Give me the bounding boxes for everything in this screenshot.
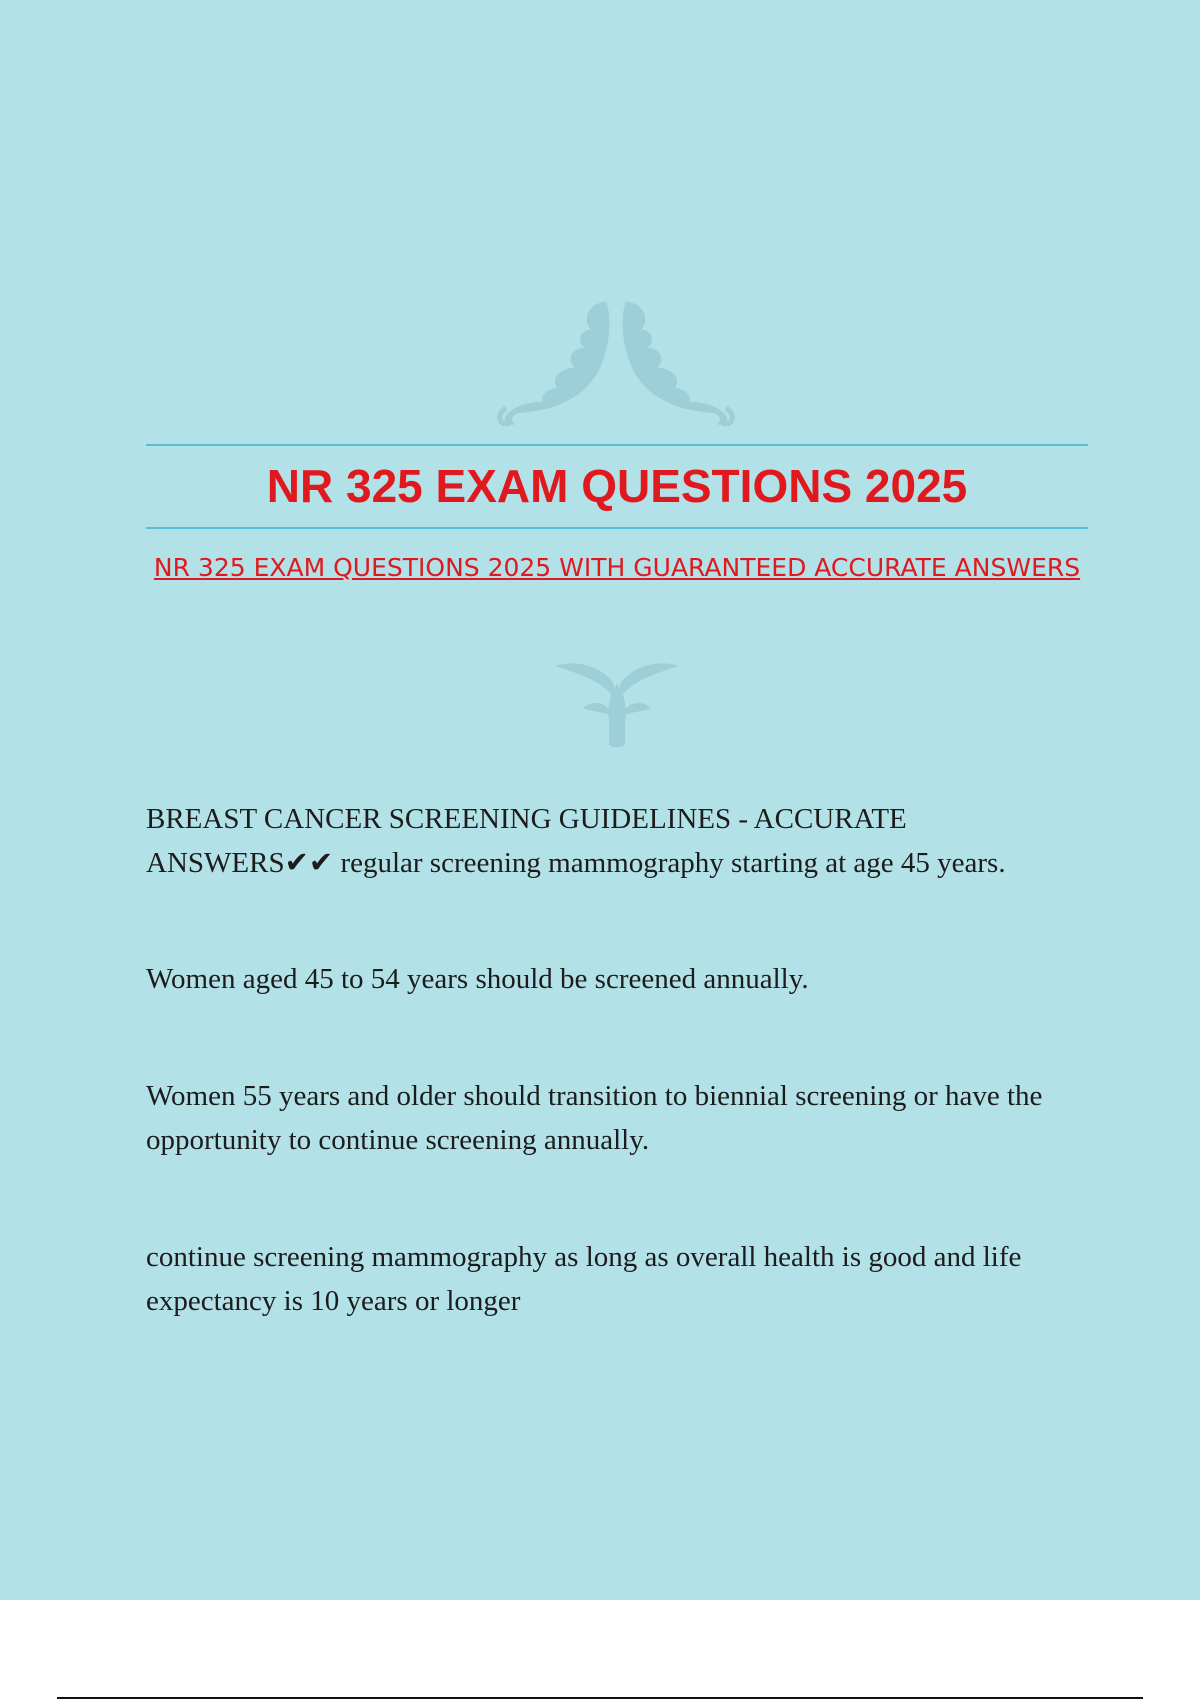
- title-bottom-rule: [146, 527, 1088, 529]
- document-body: [146, 797, 1096, 1323]
- paragraph-annual-screening: Women aged 45 to 54 years should be screened annually.: [146, 963, 809, 995]
- floral-flourish-icon: [496, 296, 736, 426]
- leaf-flourish-icon: [553, 660, 681, 748]
- question-heading: BREAST CANCER SCREENING GUIDELINES - ACCURATE ANSWERS: [146, 803, 907, 879]
- document-title: NR 325 EXAM QUESTIONS 2025: [266, 460, 968, 512]
- paragraph-continue-screening: continue screening mammography as long as overall health is good and life expectancy is 10 years or longer: [146, 1241, 1022, 1317]
- document-subtitle: NR 325 EXAM QUESTIONS 2025 WITH GUARANTEED ACCURATE ANSWERS: [153, 553, 1081, 582]
- checkmark-icon: ✔✔: [284, 847, 334, 879]
- title-top-rule: [146, 444, 1088, 446]
- footer-rule: [57, 1697, 1143, 1699]
- answer-text: regular screening mammography starting at age 45 years.: [333, 847, 1006, 879]
- paragraph-biennial-screening: Women 55 years and older should transition to biennial screening or have the opportunity to continue screening annually.: [146, 1080, 1043, 1156]
- paragraph-screening-guidelines: [146, 797, 1096, 885]
